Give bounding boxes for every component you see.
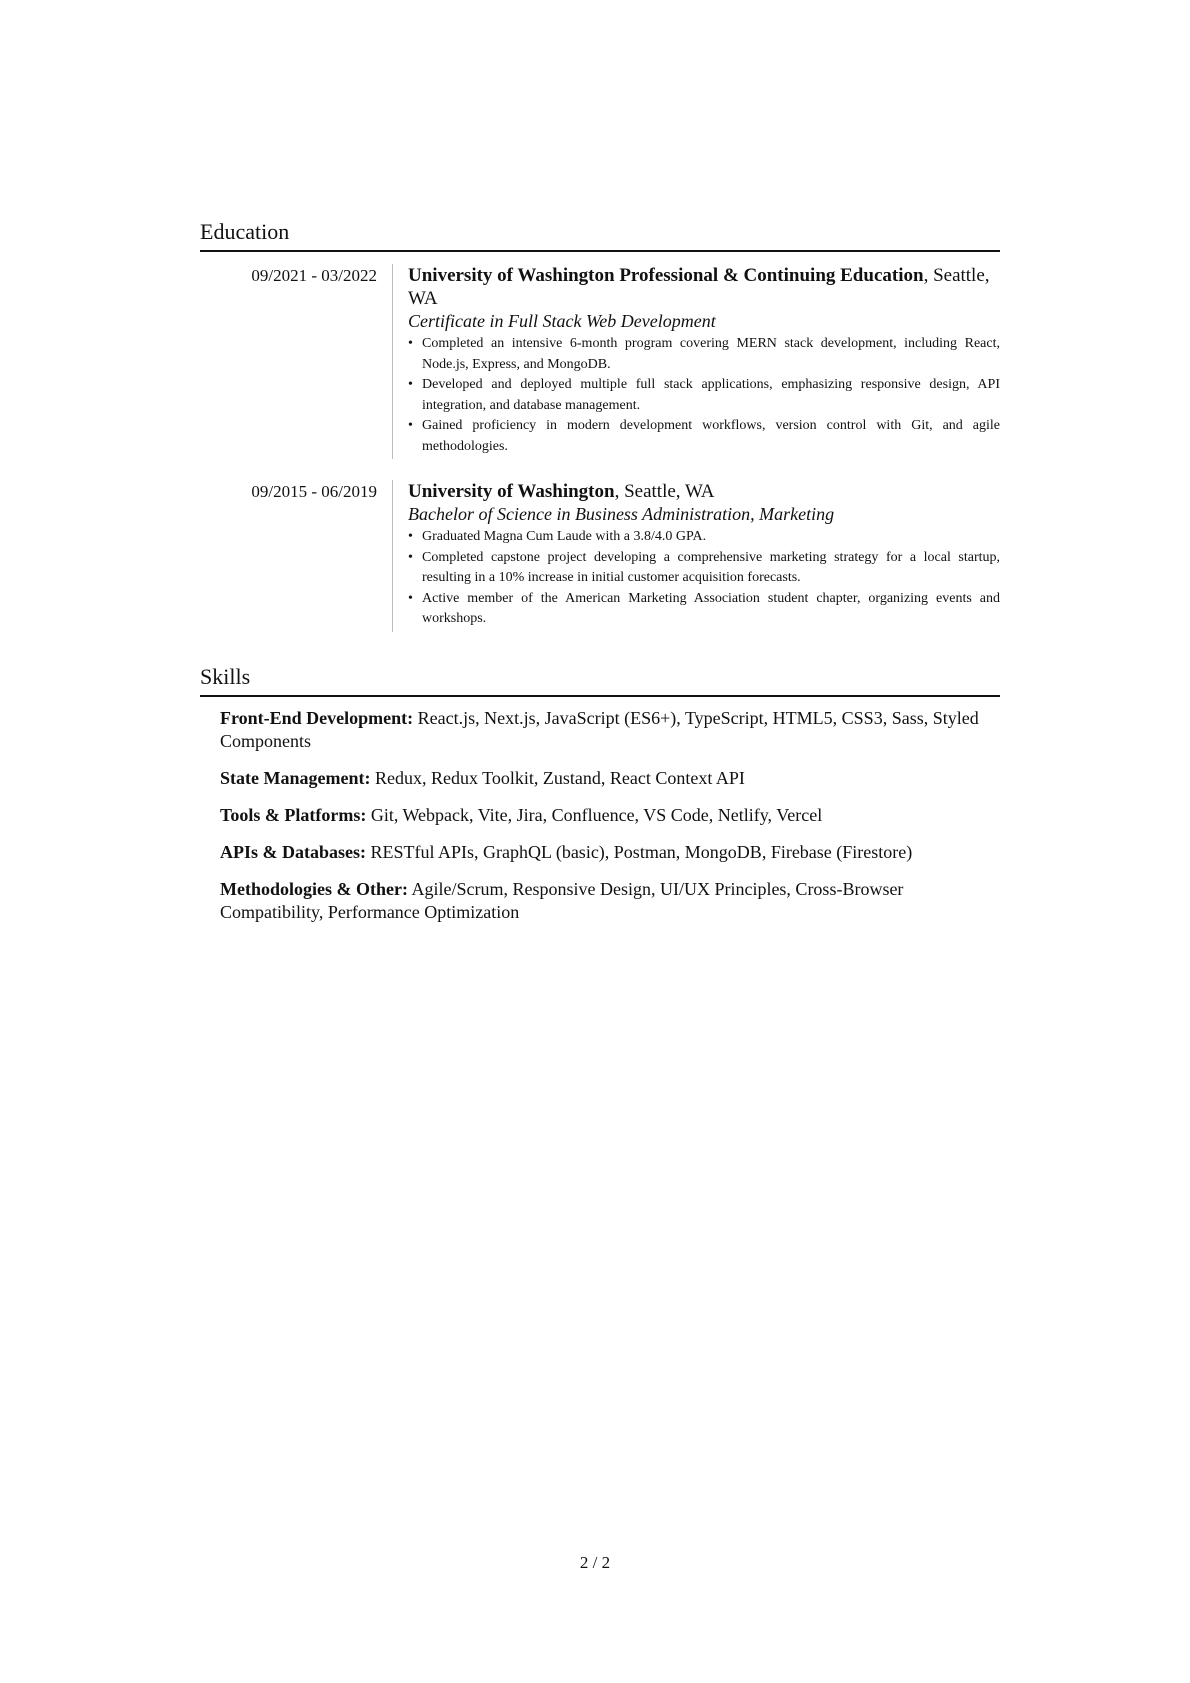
- bullet-item: [408, 375, 1000, 416]
- skills-list: [220, 707, 1000, 924]
- skill-row: [220, 878, 1000, 924]
- bullet-item: [408, 416, 1000, 457]
- institution-name: University of Washington Professional & Continuing Education: [408, 265, 924, 286]
- bullet-text: Graduated Magna Cum Laude with a 3.8/4.0 GPA.: [422, 529, 707, 544]
- education-bullet-list: [408, 527, 1000, 630]
- education-bullet-list: [408, 334, 1000, 457]
- skill-row: [220, 767, 1000, 790]
- institution-name: University of Washington: [408, 481, 615, 502]
- education-heading: [408, 480, 1000, 503]
- bullet-text: Gained proficiency in modern development workflows, version control with Git, and agile methodologies.: [422, 418, 1000, 454]
- section-title-education: Education: [200, 219, 1000, 252]
- education-date: 09/2021 - 03/2022: [251, 266, 377, 285]
- skill-values: RESTful APIs, GraphQL (basic), Postman, MongoDB, Firebase (Firestore): [366, 842, 913, 862]
- skill-category-label: Methodologies & Other:: [220, 879, 408, 899]
- bullet-item: [408, 589, 1000, 630]
- institution-location: Seattle, WA: [408, 265, 990, 309]
- skill-values: React.js, Next.js, JavaScript (ES6+), TypeScript, HTML5, CSS3, Sass, Styled Components: [220, 708, 979, 751]
- bullet-icon: •: [408, 529, 413, 544]
- education-details: [392, 264, 1000, 459]
- education-entry: [200, 480, 1000, 632]
- section-title-skills: Skills: [200, 664, 1000, 697]
- education-date: 09/2015 - 06/2019: [251, 482, 377, 501]
- bullet-icon: •: [408, 418, 413, 433]
- bullet-icon: •: [408, 336, 413, 351]
- bullet-icon: •: [408, 377, 413, 392]
- degree-title: Bachelor of Science in Business Administration, Marketing: [408, 504, 835, 524]
- bullet-item: [408, 548, 1000, 589]
- bullet-text: Active member of the American Marketing Association student chapter, organizing events and workshops.: [422, 590, 1000, 626]
- skill-category-label: State Management:: [220, 768, 371, 788]
- institution-separator: ,: [614, 481, 625, 502]
- institution-separator: ,: [923, 265, 934, 286]
- skill-category-label: Tools & Platforms:: [220, 805, 367, 825]
- skill-values: Agile/Scrum, Responsive Design, UI/UX Principles, Cross-Browser Compatibility, Performance Optimization: [220, 879, 904, 922]
- bullet-text: Completed capstone project developing a comprehensive marketing strategy for a local startup, resulting in a 10% increase in initial customer acquisition forecasts.: [422, 549, 1000, 585]
- bullet-icon: •: [408, 590, 413, 606]
- education-heading: [408, 264, 1000, 310]
- education-entry: [200, 264, 1000, 459]
- page-number: 2 / 2: [579, 1553, 611, 1572]
- bullet-icon: •: [408, 549, 413, 565]
- institution-location: Seattle, WA: [624, 481, 715, 502]
- bullet-text: Developed and deployed multiple full stack applications, emphasizing responsive design, API integration, and database management.: [422, 377, 1000, 413]
- bullet-text: Completed an intensive 6-month program covering MERN stack development, including React, Node.js, Express, and MongoDB.: [422, 336, 1000, 372]
- bullet-item: [408, 527, 1000, 548]
- skill-values: Git, Webpack, Vite, Jira, Confluence, VS Code, Netlify, Vercel: [366, 805, 823, 825]
- skill-row: [220, 707, 1000, 753]
- education-section: [200, 219, 1000, 632]
- resume-page: [200, 0, 1000, 1683]
- education-details: [392, 480, 1000, 632]
- skill-values: Redux, Redux Toolkit, Zustand, React Context API: [370, 768, 745, 788]
- bullet-item: [408, 334, 1000, 375]
- skill-category-label: Front-End Development:: [220, 708, 414, 728]
- degree-title: Certificate in Full Stack Web Development: [408, 311, 716, 331]
- skill-row: [220, 841, 1000, 864]
- skills-section: [200, 664, 1000, 938]
- skill-row: [220, 804, 1000, 827]
- skill-category-label: APIs & Databases:: [220, 842, 366, 862]
